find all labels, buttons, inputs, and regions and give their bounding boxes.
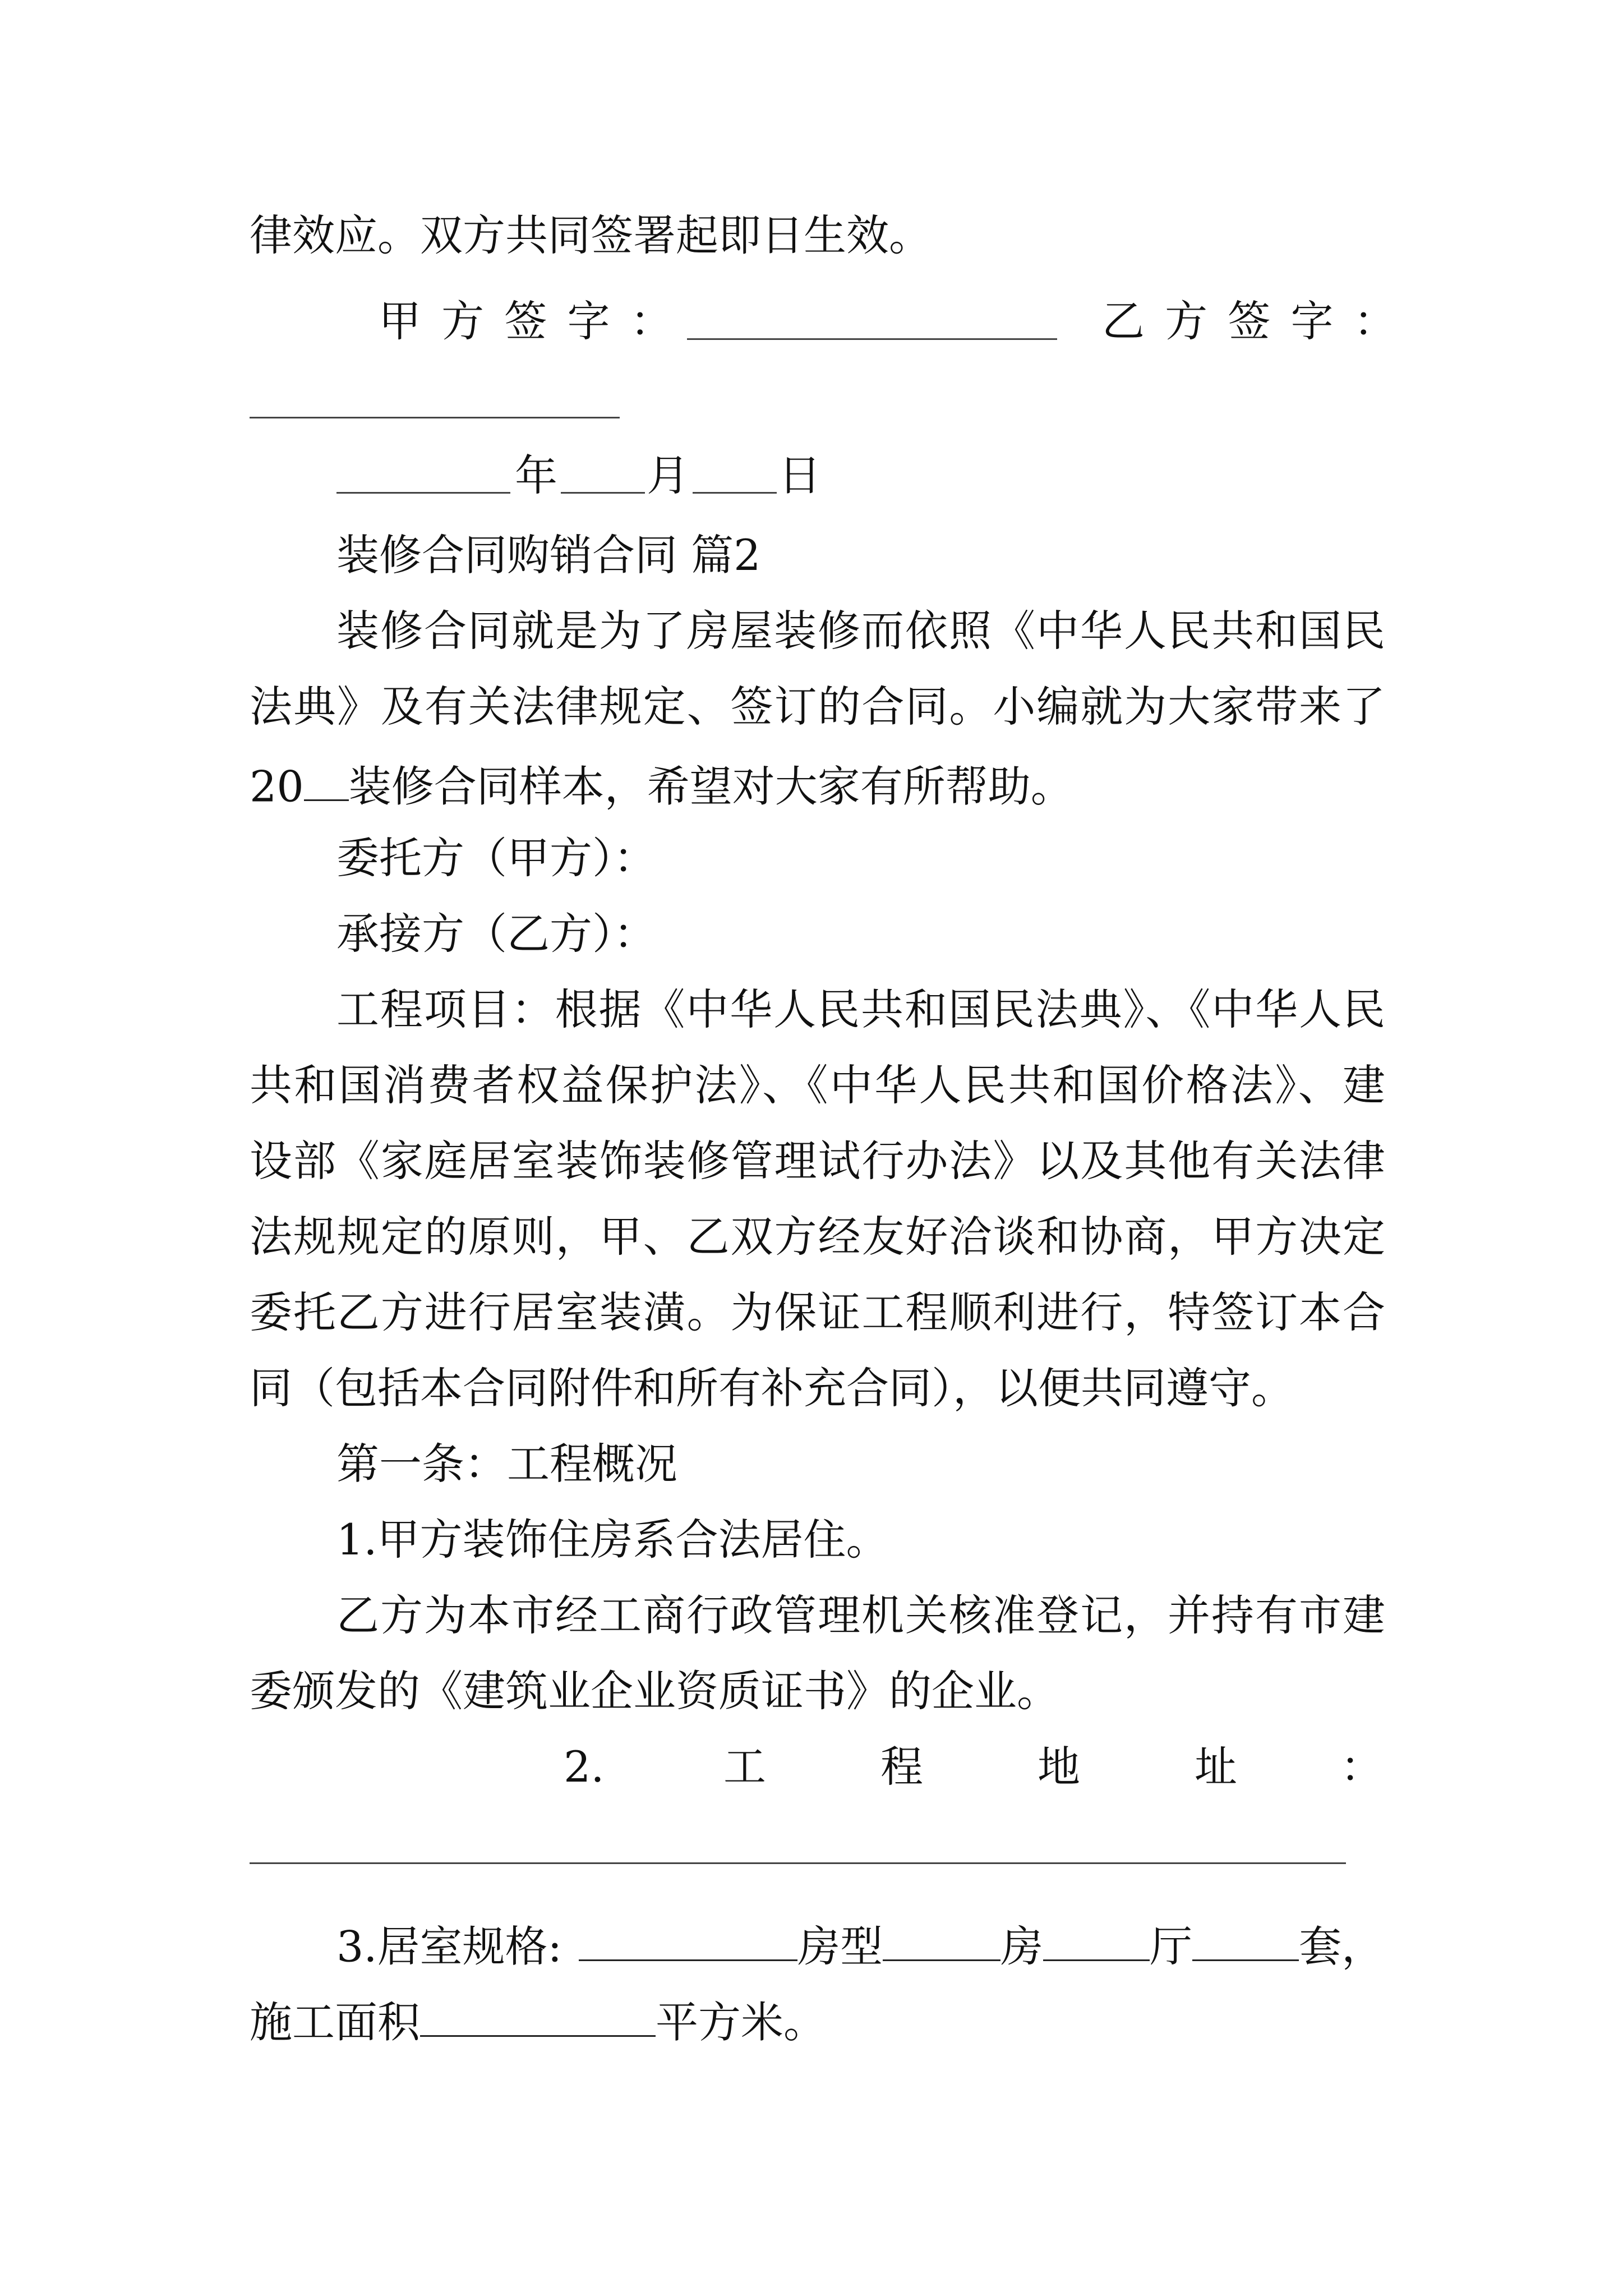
paragraph-line: 同（包括本合同附件和所有补充合同），以便共同遵守。 — [250, 1363, 1294, 1413]
address-char: 地 — [1038, 1742, 1080, 1792]
area-label: 施工面积 — [250, 1997, 420, 2047]
party-b-signature-blank[interactable] — [250, 417, 620, 418]
paragraph-line: 装修合同就是为了房屋装修而依照《中华人民共和国民 — [336, 606, 1385, 656]
day-label: 日 — [778, 450, 821, 500]
address-number: 2. — [564, 1742, 605, 1792]
hall-label: 厅 — [1150, 1921, 1193, 1972]
hall-count-blank[interactable] — [1043, 1921, 1150, 1961]
article-heading: 第一条：工程概况 — [336, 1439, 677, 1489]
room-type-label: 房型 — [797, 1921, 883, 1972]
contractor-label: 承接方（乙方）： — [336, 909, 656, 959]
area-unit: 平方米。 — [656, 1997, 826, 2047]
paragraph-line: 委托乙方进行居室装潢。为保证工程顺利进行，特签订本合 — [250, 1287, 1385, 1337]
paragraph-line: 律效应。双方共同签署起即日生效。 — [250, 210, 932, 260]
paragraph-line: 委颁发的《建筑业企业资质证书》的企业。 — [250, 1666, 1059, 1716]
room-type-blank[interactable] — [579, 1921, 797, 1961]
year-blank[interactable] — [336, 492, 510, 494]
paragraph-line: 工程项目：根据《中华人民共和国民法典》、《中华人民 — [336, 984, 1385, 1034]
paragraph-line: 法规规定的原则，甲、乙双方经友好洽谈和协商，甲方决定 — [250, 1212, 1385, 1262]
party-a-signature-label: 甲 方 签 字 ： — [379, 296, 676, 346]
unit-count-blank[interactable] — [1192, 1921, 1299, 1961]
address-colon: ： — [1340, 1742, 1383, 1792]
address-char: 址 — [1195, 1742, 1237, 1792]
list-item: 1.甲方装饰住房系合法居住。 — [336, 1515, 889, 1565]
year-suffix-blank[interactable] — [304, 761, 349, 801]
client-label: 委托方（甲方）： — [336, 833, 656, 883]
section-heading: 装修合同购销合同 篇2 — [336, 530, 761, 580]
month-label: 月 — [647, 450, 689, 500]
unit-label: 套， — [1299, 1921, 1385, 1972]
bedroom-label: 房 — [1000, 1921, 1044, 1972]
year-label: 年 — [515, 450, 557, 500]
paragraph-line: 共和国消费者权益保护法》、《中华人民共和国价格法》、建 — [250, 1060, 1385, 1110]
paragraph-line: 设部《家庭居室装饰装修管理试行办法》以及其他有关法律 — [250, 1136, 1385, 1186]
party-b-signature-label: 乙 方 签 字 ： — [1102, 296, 1400, 346]
month-blank[interactable] — [561, 492, 645, 494]
area-blank[interactable] — [420, 1997, 656, 2037]
address-blank[interactable] — [250, 1862, 1346, 1864]
paragraph-line: 装修合同样本，希望对大家有所帮助。 — [348, 761, 1073, 812]
party-a-signature-blank[interactable] — [687, 338, 1057, 340]
bedroom-count-blank[interactable] — [883, 1921, 1000, 1961]
paragraph-line: 法典》及有关法律规定、签订的合同。小编就为大家带来了 — [250, 682, 1385, 731]
year-prefix: 20 — [250, 761, 304, 812]
paragraph-line: 乙方为本市经工商行政管理机关核准登记，并持有市建 — [336, 1590, 1385, 1640]
address-char: 程 — [880, 1742, 923, 1792]
day-blank[interactable] — [693, 492, 777, 494]
address-char: 工 — [723, 1742, 766, 1792]
room-spec-label: 3.居室规格: — [336, 1921, 562, 1972]
